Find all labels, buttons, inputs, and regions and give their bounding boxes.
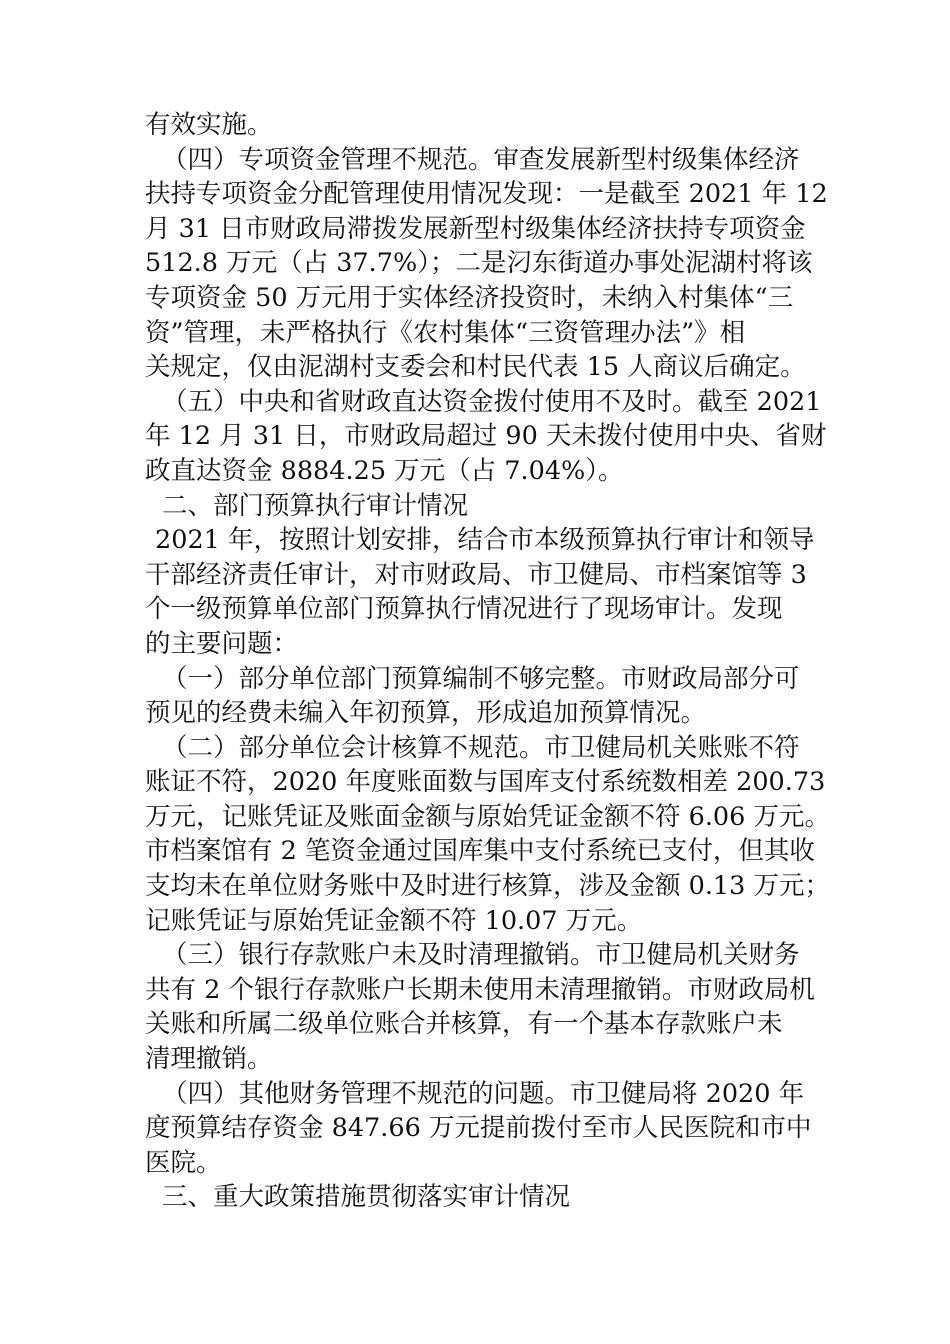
text-line: 万元，记账凭证及账面金额与原始凭证金额不符 6.06 万元。 (145, 801, 830, 832)
text-line: 市档案馆有 2 笔资金通过国库集中支付系统已支付，但其收 (145, 836, 815, 867)
text-line: 扶持专项资金分配管理使用情况发现：一是截至 2021 年 12 (145, 179, 828, 210)
text-line: 关账和所属二级单位账合并核算，有一个基本存款账户未 (145, 1009, 783, 1040)
text-line: （三）银行存款账户未及时清理撤销。市卫健局机关财务 (162, 940, 800, 971)
text-line: 专项资金 50 万元用于实体经济投资时，未纳入村集体“三 (145, 282, 794, 313)
text-line: 政直达资金 8884.25 万元（占 7.04%）。 (145, 455, 624, 486)
text-line: 共有 2 个银行存款账户长期未使用未清理撤销。市财政局机 (145, 974, 815, 1005)
text-line: 个一级预算单位部门预算执行情况进行了现场审计。发现 (145, 594, 783, 625)
text-line: 关规定，仅由泥湖村支委会和村民代表 15 人商议后确定。 (145, 352, 806, 383)
text-line: 二、部门预算执行审计情况 (162, 490, 469, 521)
text-line: 的主要问题： (145, 628, 299, 659)
text-line: 预见的经费未编入年初预算，形成追加预算情况。 (145, 698, 707, 729)
text-line: 支均未在单位财务账中及时进行核算，涉及金额 0.13 万元； (145, 871, 830, 902)
text-line: （二）部分单位会计核算不规范。市卫健局机关账账不符 (162, 732, 800, 763)
text-line: 三、重大政策措施贯彻落实审计情况 (162, 1182, 571, 1213)
text-line: 资”管理，未严格执行《农村集体“三资管理办法”》相 (145, 317, 746, 348)
text-line: 有效实施。 (145, 110, 273, 140)
text-line: （五）中央和省财政直达资金拨付使用不及时。截至 2021 (162, 386, 822, 417)
text-line: 2021 年，按照计划安排，结合市本级预算执行审计和领导 (155, 525, 815, 556)
text-line: （一）部分单位部门预算编制不够完整。市财政局部分可 (162, 663, 800, 694)
text-line: 512.8 万元（占 37.7%）；二是汈东街道办事处泥湖村将该 (145, 248, 813, 279)
document-body (145, 108, 830, 1215)
text-line: （四）专项资金管理不规范。审查发展新型村级集体经济 (162, 144, 800, 175)
text-line: 月 31 日市财政局滞拨发展新型村级集体经济扶持专项资金 (145, 213, 806, 244)
text-line: 干部经济责任审计，对市财政局、市卫健局、市档案馆等 3 (145, 559, 807, 590)
text-line: 医院。 (145, 1147, 222, 1178)
text-line: 记账凭证与原始凭证金额不符 10.07 万元。 (145, 905, 643, 936)
text-line: 度预算结存资金 847.66 万元提前拨付至市人民医院和市中 (145, 1113, 812, 1144)
text-line: 账证不符，2020 年度账面数与国库支付系统数相差 200.73 (145, 767, 826, 798)
text-line: 年 12 月 31 日，市财政局超过 90 天未拨付使用中央、省财 (145, 421, 827, 452)
text-line: 清理撤销。 (145, 1044, 273, 1075)
text-line: （四）其他财务管理不规范的问题。市卫健局将 2020 年 (162, 1078, 805, 1109)
